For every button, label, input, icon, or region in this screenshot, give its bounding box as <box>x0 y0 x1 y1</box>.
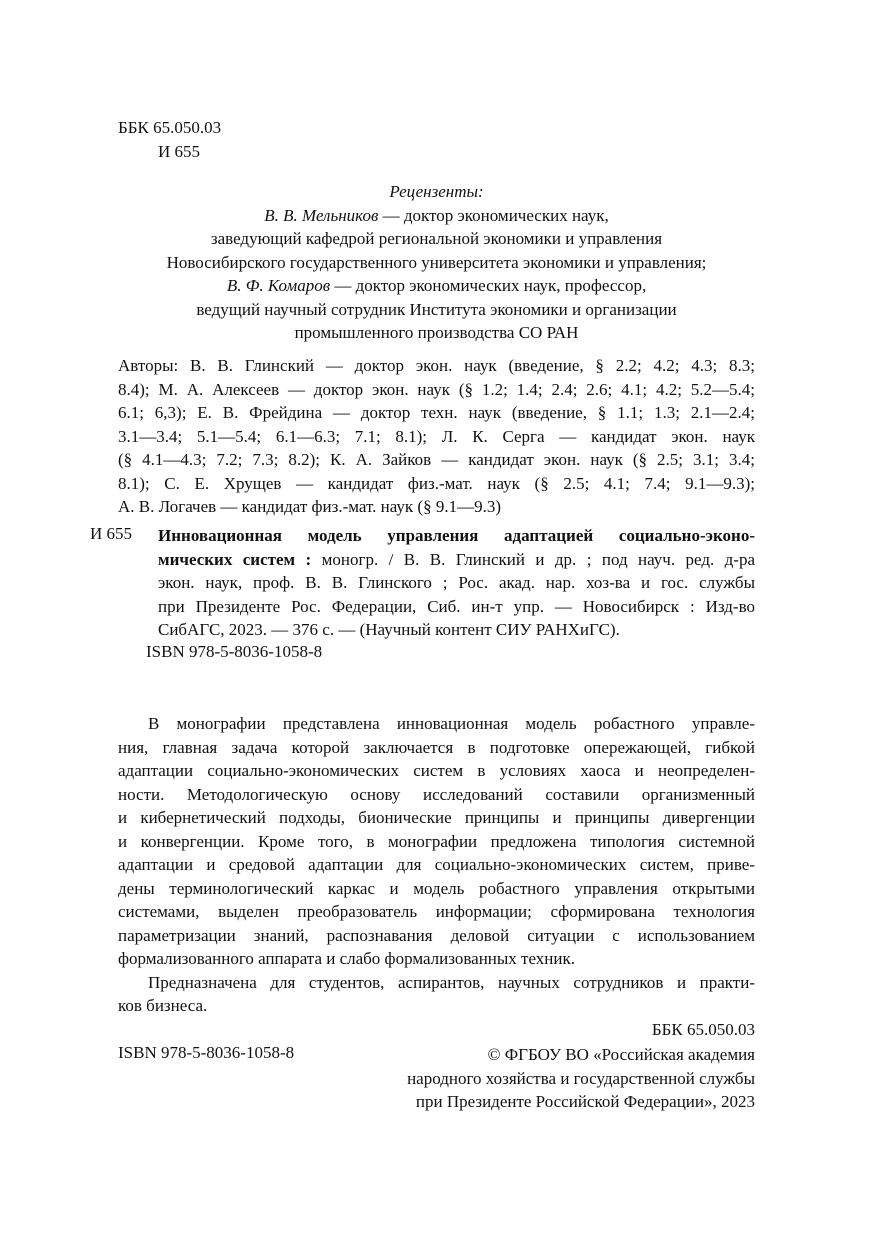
abstract-line: ности. Методологическую основу исследований составили организменный <box>118 784 755 804</box>
catalog-title-line: Инновационная модель управления адаптацией социально-эконо- <box>158 526 755 545</box>
abstract-line: В монографии представлена инновационная модель робастного управле- <box>148 714 755 733</box>
reviewer-1-line-2: заведующий кафедрой региональной экономики и управления <box>210 229 663 248</box>
reviewer-2-name: В. Ф. Комаров <box>226 276 331 295</box>
reviewer-1-name: В. В. Мельников <box>264 205 379 225</box>
abstract-line: ния, главная задача которой заключается в подготовке опережающей, гибкой <box>118 737 755 757</box>
reviewer-1-line-3: Новосибирского государственного университета экономики и управления; <box>166 252 707 272</box>
reviewers-heading: Рецензенты: <box>389 182 484 201</box>
bbk-code: ББК 65.050.03 <box>118 118 222 137</box>
abstract-line: Предназначена для студентов, аспирантов, научных сотрудников и практи- <box>148 972 755 992</box>
abstract-bbk: ББК 65.050.03 <box>651 1019 755 1039</box>
reviewers-block <box>118 180 755 345</box>
reviewer-2-line-3: промышленного производства СО РАН <box>294 323 579 342</box>
authors-line: А. В. Логачев — кандидат физ.-мат. наук (§ 9.1—9.3) <box>118 497 502 516</box>
reviewer-2-line-1 <box>118 274 755 298</box>
abstract-line: адаптации и средовой адаптации для социально-экономических систем, приве- <box>118 855 755 874</box>
catalog-line: при Президенте Рос. Федерации, Сиб. ин-т упр. — Новосибирск : Изд-во <box>158 596 755 616</box>
abstract-line: адаптации социально-экономических систем в условиях хаоса и неопределен- <box>118 761 755 780</box>
authors-line: (§ 4.1—4.3; 7.2; 7.3; 8.2); К. А. Зайков — кандидат экон. наук (§ 2.5; 3.1; 3.4; <box>118 450 755 469</box>
catalog-line: экон. наук, проф. В. В. Глинского ; Рос. акад. нар. хоз-ва и гос. службы <box>158 573 755 592</box>
copyright-block <box>355 1043 755 1114</box>
reviewer-1-title: — доктор экономических наук, <box>378 205 609 225</box>
abstract-line: дены терминологический каркас и модель робастного управления открытыми <box>118 878 755 898</box>
catalog-desc: моногр. / В. В. Глинский и др. ; под науч. ред. д-ра <box>311 549 755 569</box>
authors-line: Авторы: В. В. Глинский — доктор экон. наук (введение, § 2.2; 4.2; 4.3; 8.3; <box>118 356 755 375</box>
catalog-isbn: ISBN 978-5-8036-1058-8 <box>146 642 323 661</box>
reviewer-2-line-2: ведущий научный сотрудник Института экономики и организации <box>196 299 677 319</box>
catalog-line: СибАГС, 2023. — 376 с. — (Научный контент СИУ РАНХиГС). <box>158 620 620 639</box>
abstract-block <box>118 712 755 1041</box>
copyright-line: народного хозяйства и государственной службы <box>407 1068 755 1088</box>
footer-isbn: ISBN 978-5-8036-1058-8 <box>118 1043 295 1062</box>
reviewer-2-title: — доктор экономических наук, профессор, <box>330 276 647 295</box>
authors-line: 3.1—3.4; 5.1—5.4; 6.1—6.3; 7.1; 8.1); Л. К. Серга — кандидат экон. наук <box>118 426 755 446</box>
abstract-line: и кибернетический подходы, бионические принципы и принципы дивергенции <box>118 808 755 827</box>
catalog-entry <box>158 524 755 642</box>
authors-block <box>118 354 755 519</box>
abstract-line: формализованного аппарата и слабо формализованных техник. <box>118 949 576 968</box>
abstract-line: параметризации знаний, распознавания деловой ситуации с использованием <box>118 925 755 945</box>
abstract-line: и конвергенции. Кроме того, в монографии предложена типология системной <box>118 831 755 851</box>
copyright-line: при Президенте Российской Федерации», 2023 <box>415 1092 755 1111</box>
authors-line: 8.4); М. А. Алексеев — доктор экон. наук (§ 1.2; 1.4; 2.4; 2.6; 4.1; 4.2; 5.2—5.4; <box>118 379 755 399</box>
author-index: И 655 <box>158 142 201 161</box>
copyright-line: © ФГБОУ ВО «Российская академия <box>487 1045 755 1064</box>
abstract-line: ков бизнеса. <box>118 996 208 1015</box>
reviewer-1-line-1 <box>118 204 755 228</box>
authors-line: 6.1; 6,3); Е. В. Фрейдина — доктор техн. наук (введение, § 1.1; 1.3; 2.1—2.4; <box>118 403 755 422</box>
catalog-title-line <box>158 548 755 572</box>
abstract-line: системами, выделен преобразователь информации; сформирована технология <box>118 902 755 921</box>
catalog-index: И 655 <box>90 524 133 543</box>
authors-line: 8.1); С. Е. Хрущев — кандидат физ.-мат. наук (§ 2.5; 4.1; 7.4; 9.1—9.3); <box>118 473 755 493</box>
catalog-title-end: мических систем : <box>158 549 312 569</box>
